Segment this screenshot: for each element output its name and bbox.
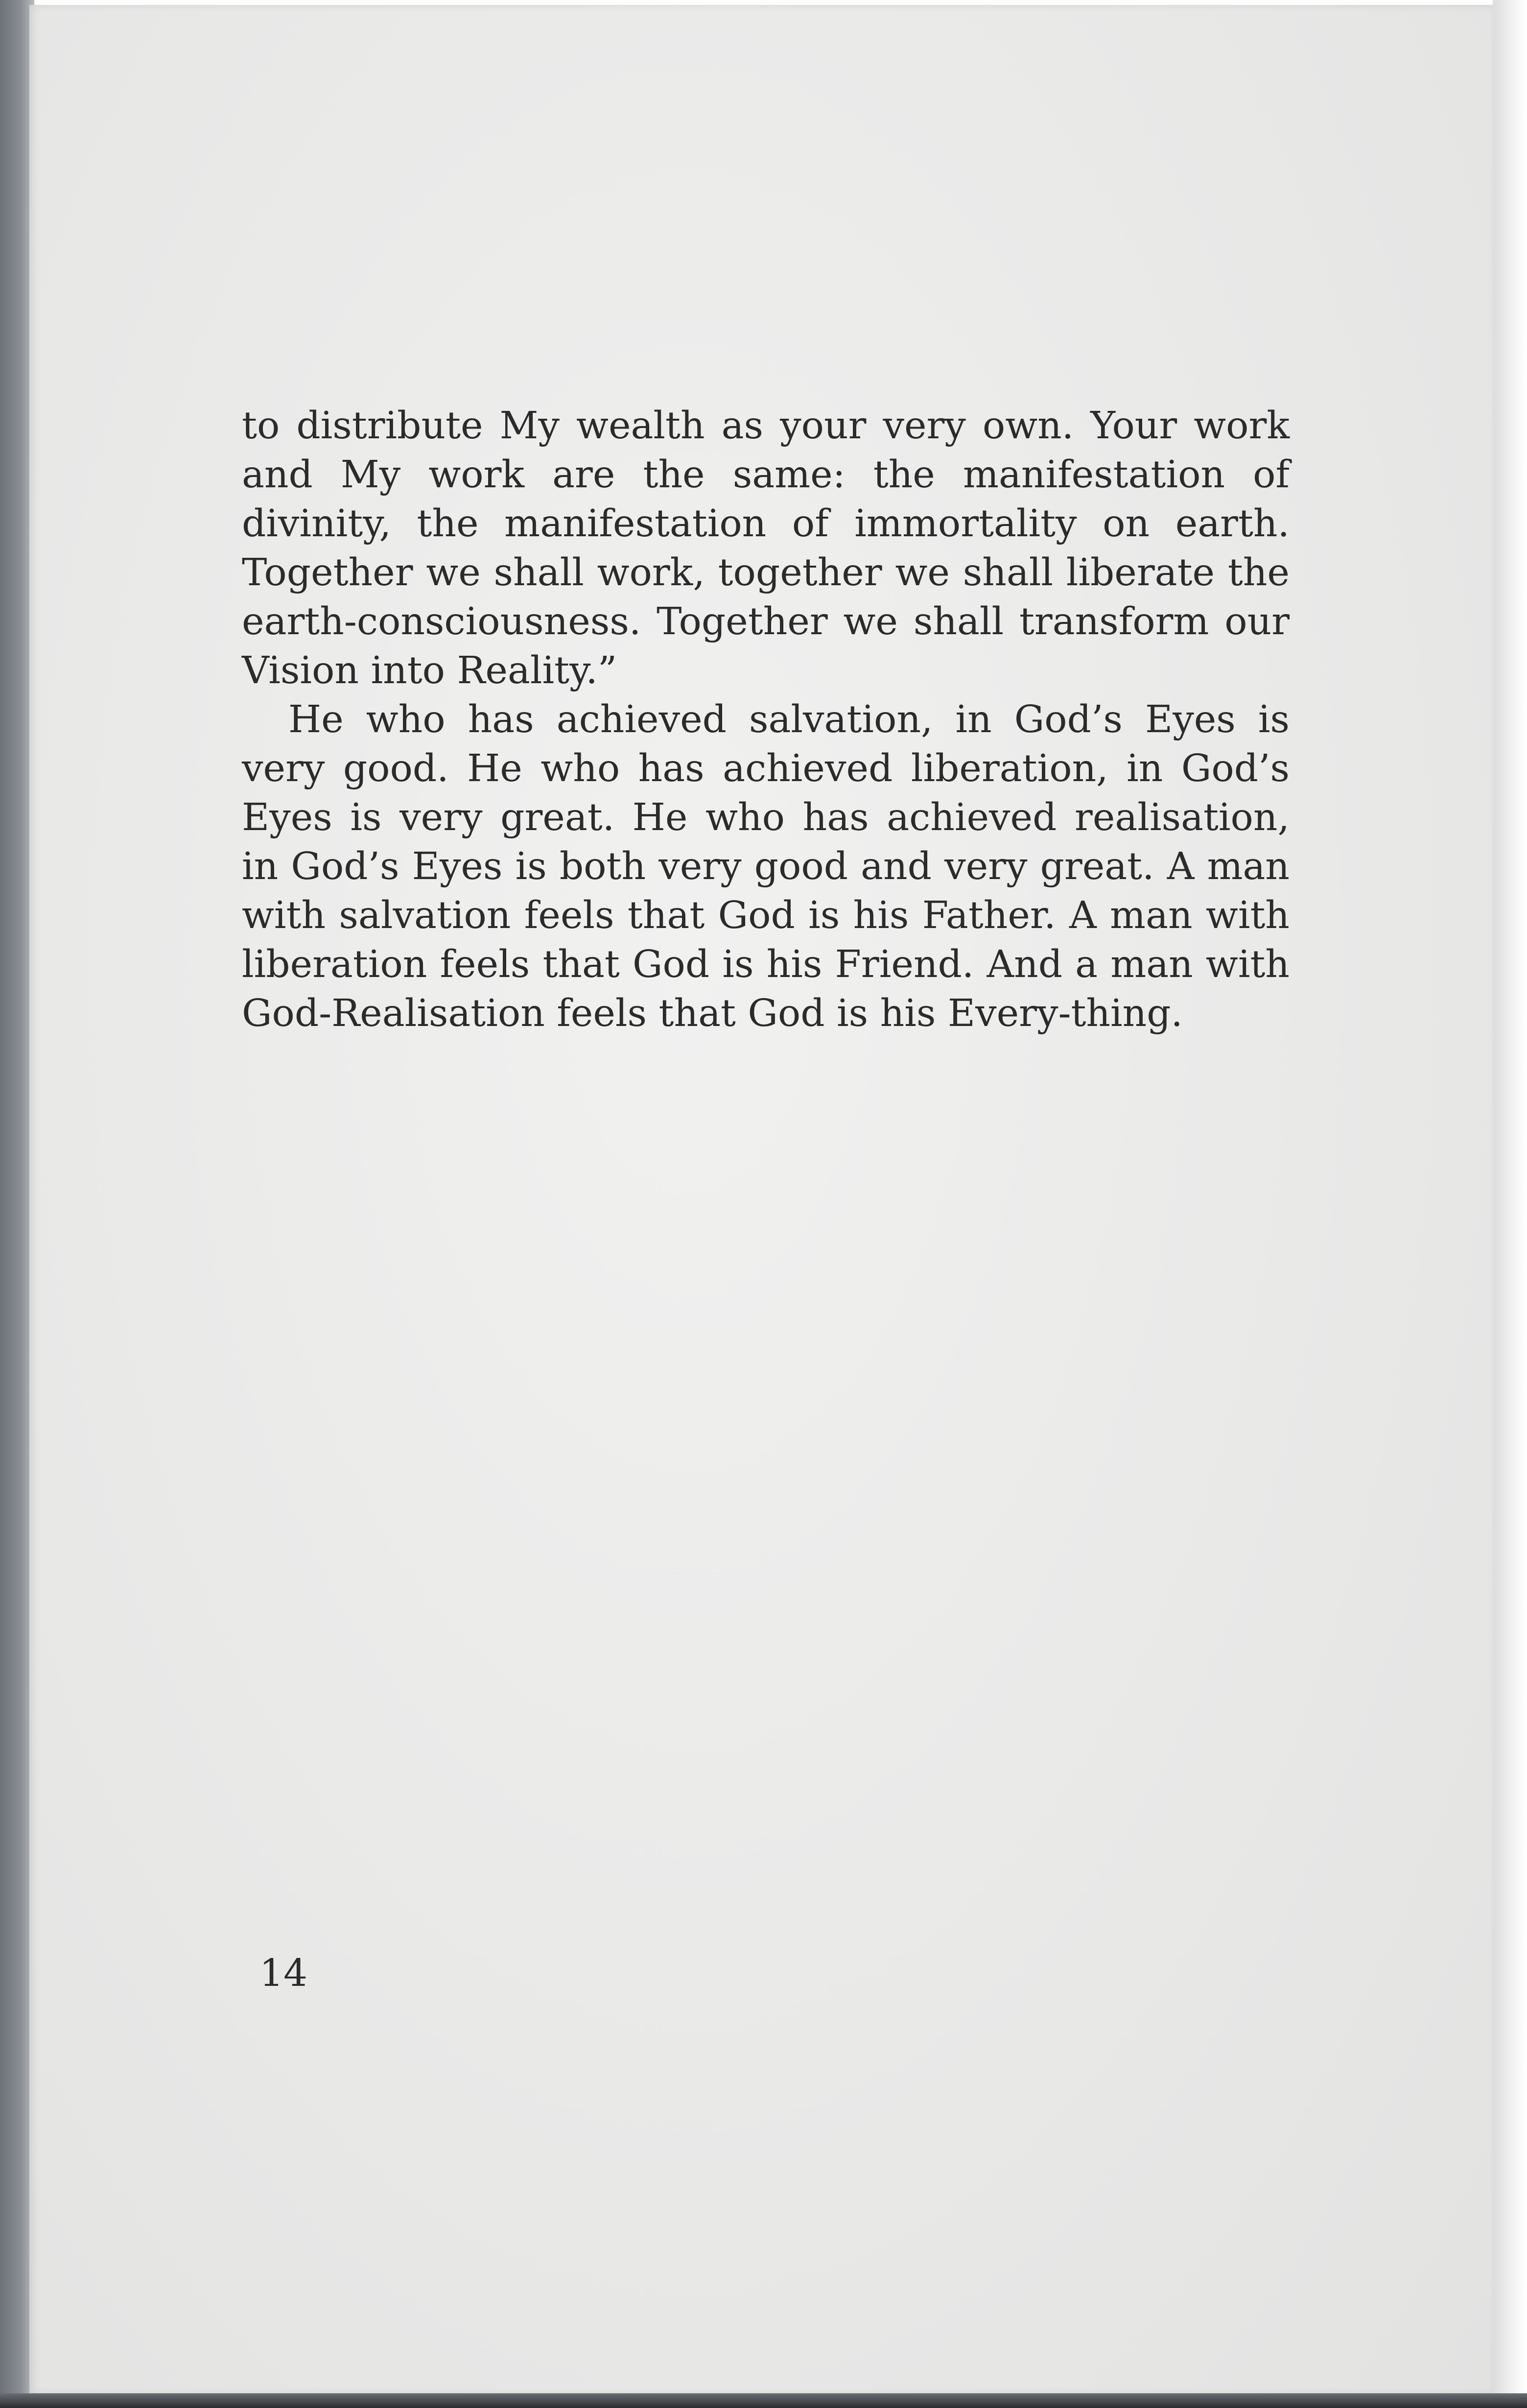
page-number: 14 xyxy=(259,1952,307,1995)
scanner-background-right xyxy=(1493,0,1527,2408)
book-page xyxy=(29,5,1493,2395)
scanner-background-bottom xyxy=(0,2393,1527,2408)
body-text xyxy=(242,402,1290,1038)
paragraph-salvation-liberation: He who has achieved salvation, in God’s Eyes is very good. He who has achieved liberation, in God’s Eyes is very great. He who has achieved realisation, in God’s Eyes is both very good and very great. A man with salvation feels that God is his Father. A man with liberation feels that God is his Friend. And a man with God-Realisation feels that God is his Every-thing. xyxy=(242,698,1290,1035)
paragraph-continuation: to distribute My wealth as your very own. Your work and My work are the same: the manifestation of divinity, the manifestation of immortality on earth. Together we shall work, together we shall liberate the earth-consciousness. Together we shall transform our Vision into Reality.” xyxy=(242,404,1290,692)
